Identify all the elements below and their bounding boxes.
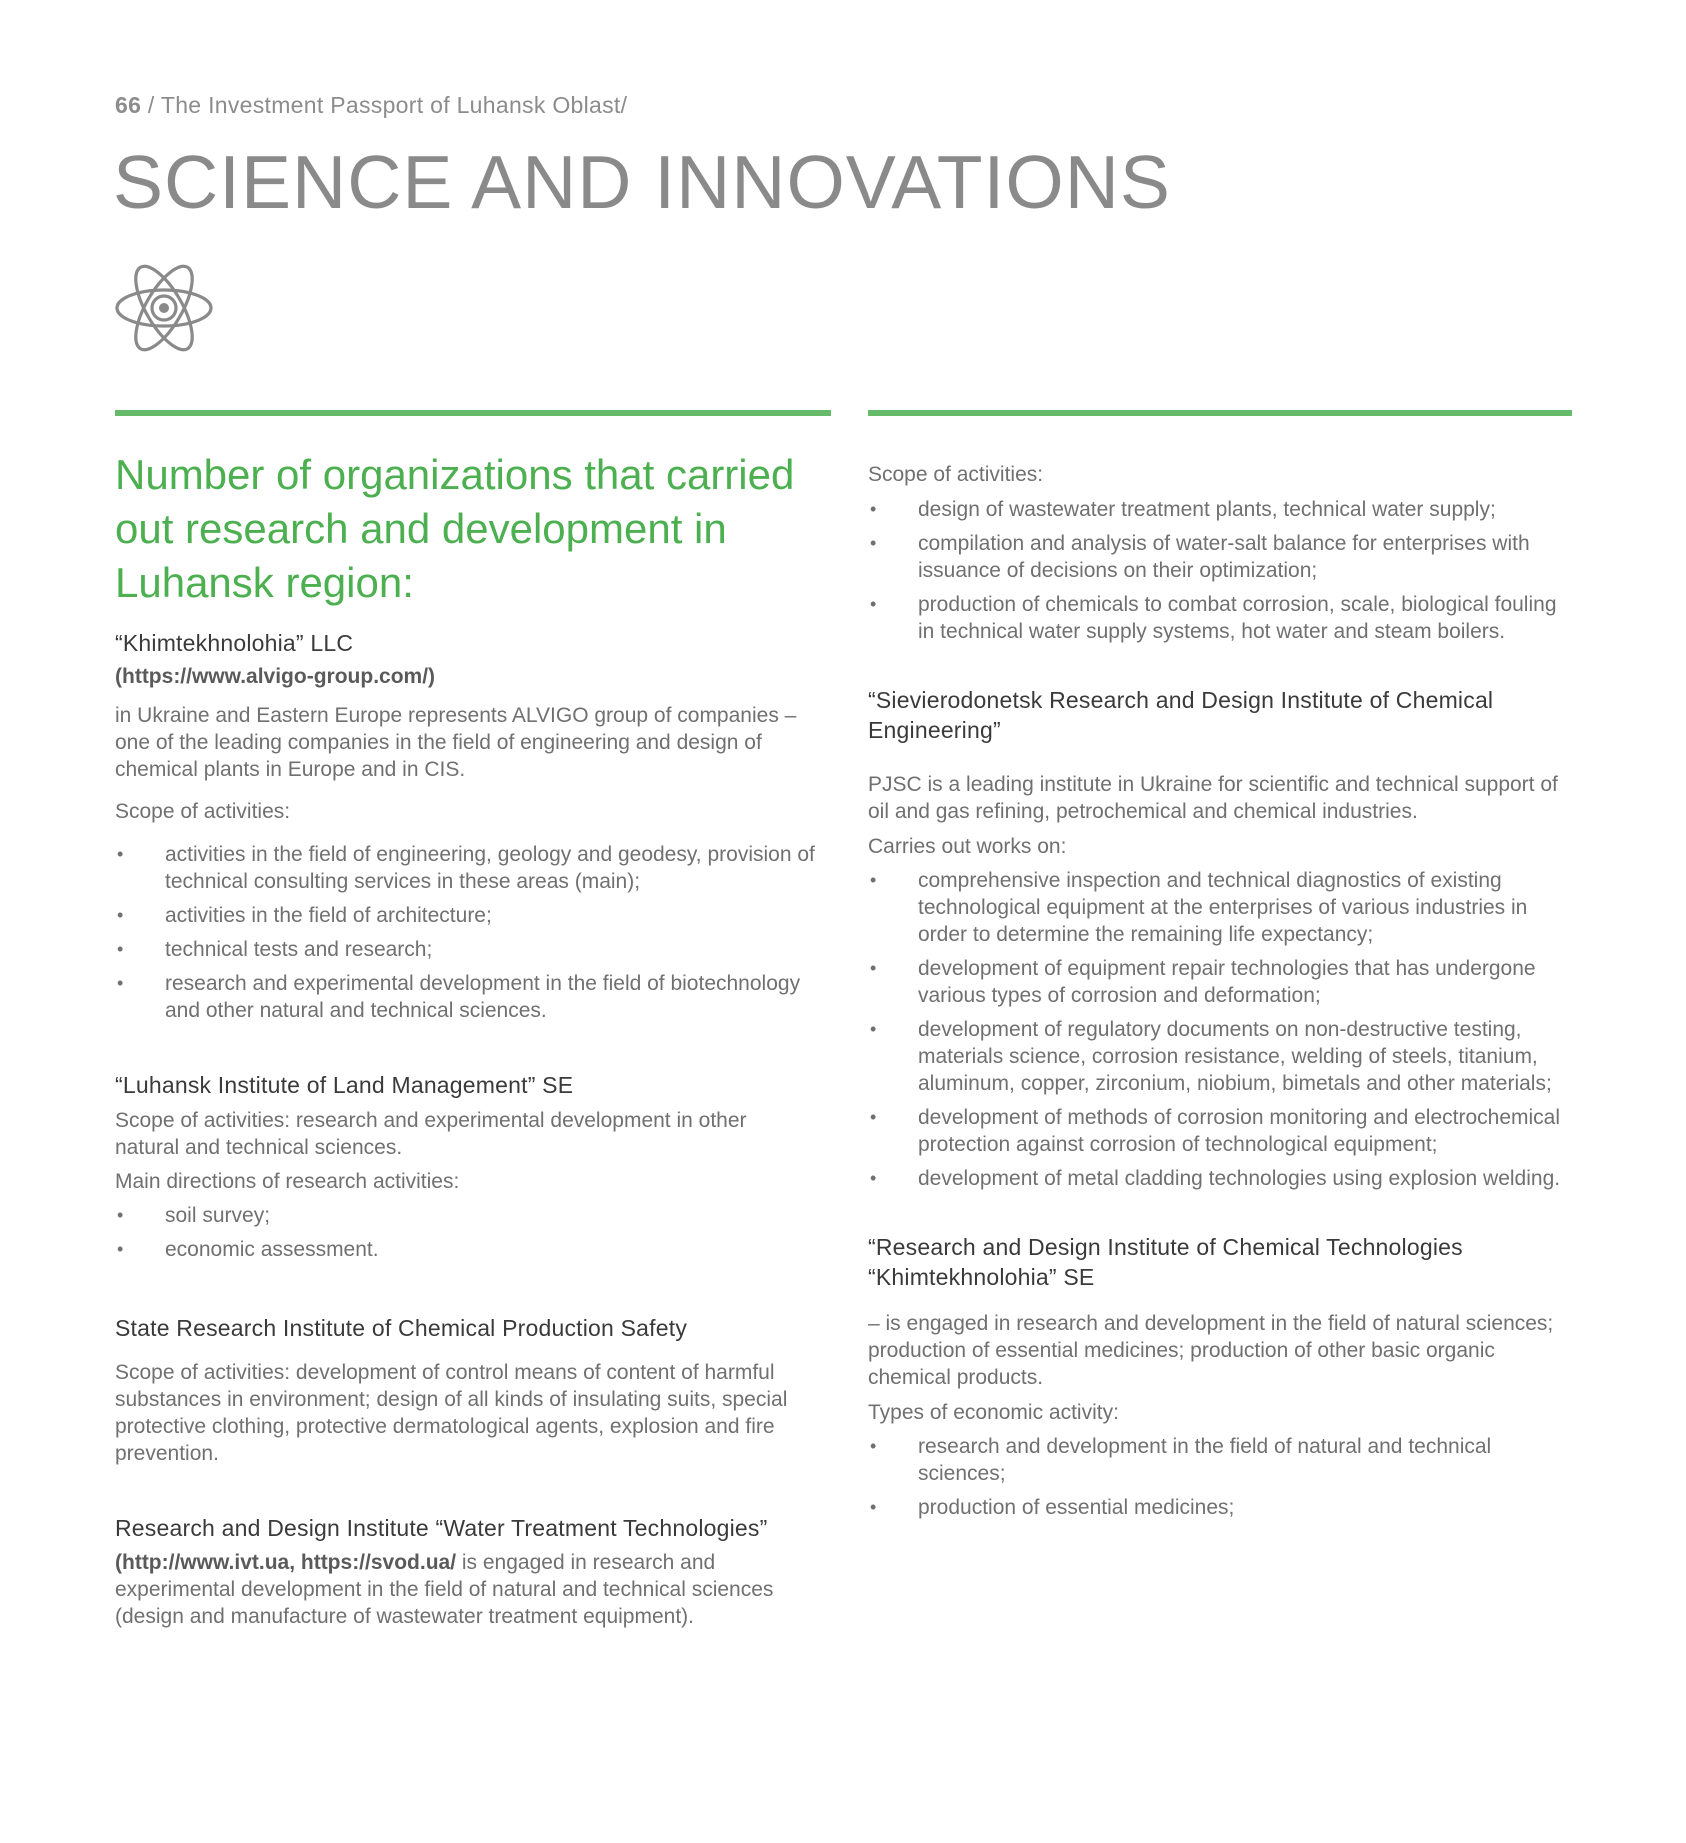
types-list [868,1433,1572,1521]
atom-icon [112,256,216,360]
list-item: • comprehensive inspection and technical diagnostics of existing technological equipment at the enterprises of various industries in order to determine the remaining life expectancy; [868,867,1572,948]
list-item: • development of metal cladding technologies using explosion welding. [868,1165,1572,1192]
list-item: • economic assessment. [115,1236,815,1263]
org-title-water-treatment: Research and Design Institute “Water Treatment Technologies” [115,1515,768,1541]
list-item: • compilation and analysis of water-salt balance for enterprises with issuance of decisions on their optimization; [868,530,1572,584]
works-label: Carries out works on: [868,835,1067,858]
running-title: / The Investment Passport of Luhansk Oblast/ [141,92,628,118]
list-item: • soil survey; [115,1202,815,1229]
list-item: • development of equipment repair technologies that has undergone various types of corrosion and deformation; [868,955,1572,1009]
org-title-chemical-safety: State Research Institute of Chemical Production Safety [115,1315,688,1341]
org-scope: Scope of activities: development of control means of content of harmful substances in environment; design of all kinds of insulating suits, special protective clothing, protective dermatological agents, explosion and fire prevention. [115,1361,788,1465]
list-item: • research and development in the field of natural and technical sciences; [868,1433,1572,1487]
org-description: in Ukraine and Eastern Europe represents ALVIGO group of companies – one of the leading companies in the field of engineering and design of chemical plants in Europe and in CIS. [115,704,797,781]
org-description [115,1549,815,1630]
works-list [868,867,1572,1192]
org-title-land-management: “Luhansk Institute of Land Management” SE [115,1072,574,1098]
list-item: • development of regulatory documents on non-destructive testing, materials science, corrosion resistance, welding of steels, titanium, aluminum, copper, zirconium, niobium, bimetals and other materials; [868,1016,1572,1097]
scope-list [115,841,815,1024]
section-heading: Number of organizations that carried out research and development in Luhansk region: [115,451,795,606]
scope-list [868,496,1572,645]
scope-label: Scope of activities: [868,463,1044,486]
section-rule-left [115,410,831,416]
directions-label: Main directions of research activities: [115,1170,460,1193]
org-title-khimtekhnolohia-llc: “Khimtekhnolohia” LLC [115,630,354,656]
list-item: • production of chemicals to combat corrosion, scale, biological fouling in technical water supply systems, hot water and steam boilers. [868,591,1572,645]
org-title-sievierodonetsk: “Sievierodonetsk Research and Design Institute of Chemical Engineering” [868,687,1494,743]
right-column [868,461,1572,1521]
org-description: – is engaged in research and development in the field of natural sciences; production of essential medicines; production of other basic organic chemical products. [868,1312,1554,1389]
org-title-chemical-technologies: “Research and Design Institute of Chemical Technologies “Khimtekhnolohia” SE [868,1234,1463,1290]
list-item: • activities in the field of architecture; [115,902,815,929]
org-url: (https://www.alvigo-group.com/) [115,665,436,688]
list-item: • research and experimental development in the field of biotechnology and other natural and technical sciences. [115,970,815,1024]
list-item: • design of wastewater treatment plants, technical water supply; [868,496,1572,523]
running-header [115,92,627,119]
list-item: • production of essential medicines; [868,1494,1572,1521]
section-rule-right [868,410,1572,416]
list-item: • technical tests and research; [115,936,815,963]
page-number: 66 [115,92,142,118]
org-description: PJSC is a leading institute in Ukraine for scientific and technical support of oil and gas refining, petrochemical and chemical industries. [868,773,1558,823]
org-description-text: is engaged in research and experimental development in the field of natural and technical sciences (design and manufacture of wastewater treatment equipment). [115,1551,774,1628]
left-column [115,448,815,1630]
list-item: • development of methods of corrosion monitoring and electrochemical protection against corrosion of technological equipment; [868,1104,1572,1158]
directions-list [115,1202,815,1263]
page-title: SCIENCE AND INNOVATIONS [113,140,1171,224]
list-item: • activities in the field of engineering, geology and geodesy, provision of technical consulting services in these areas (main); [115,841,815,895]
scope-label: Scope of activities: [115,800,291,823]
org-scope: Scope of activities: research and experimental development in other natural and technical sciences. [115,1109,747,1159]
types-label: Types of economic activity: [868,1401,1119,1424]
org-urls: (http://www.ivt.ua, https://svod.ua/ [115,1551,457,1574]
